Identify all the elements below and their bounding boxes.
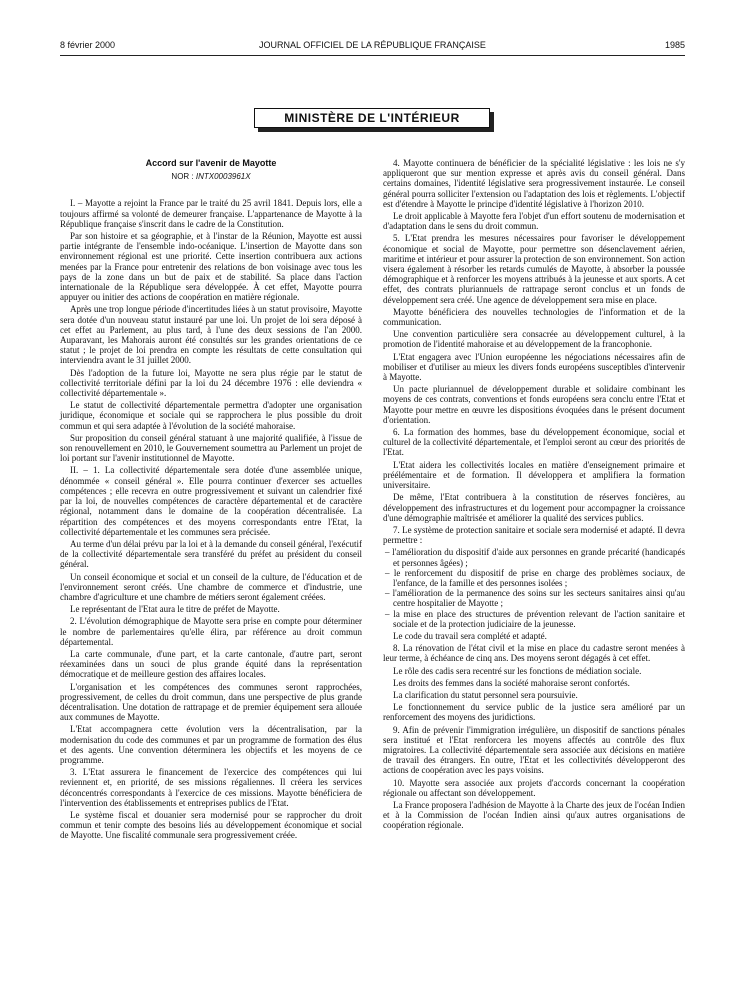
paragraph: L'Etat aidera les collectivités locales en matière d'enseignement primaire et préélémentaire et de formation. Il développera et amplifiera la formation universitaire.	[383, 459, 685, 491]
paragraph: L'organisation et les compétences des communes seront rapprochées, progressivement, de celles du droit commun, dans une perspective de plus grande décentralisation. Une dotation de rattrapage et de premier équipement sera allouée aux communes de Mayotte.	[60, 681, 362, 723]
paragraph: Le fonctionnement du service public de la justice sera amélioré par un renforcement des moyens des juridictions.	[383, 702, 685, 723]
list-item: – le renforcement du dispositif de prise en charge des problèmes sociaux, de l'enfance, de la famille et des personnes isolées ;	[385, 567, 685, 588]
paragraph: Sur proposition du conseil général statuant à une majorité qualifiée, à l'issue de son renouvellement en 2010, le Gouvernement soumettra au Parlement un projet de loi portant sur l'avenir institutionnel de Mayotte.	[60, 432, 362, 464]
paragraph: 10. Mayotte sera associée aux projets d'accords concernant la coopération régionale ou affectant son développement.	[383, 777, 685, 798]
paragraph: I. – Mayotte a rejoint la France par le traité du 25 avril 1841. Depuis lors, elle a toujours affirmé sa volonté de demeurer française. L'appartenance de Mayotte à la République française s'inscrit dans le cadre de la Constitution.	[60, 198, 362, 229]
header-page-number: 1985	[664, 40, 685, 50]
paragraph: Par son histoire et sa géographie, et à l'instar de la Réunion, Mayotte est aussi partie intégrante de l'ensemble indo-océanique. L'insertion de Mayotte dans son environnement régional est une priorité. Cette insertion contribuera aux actions menées par la France pour entretenir des relations de bon voisinage avec tous les pays de la zone dans un but de paix et de stabilité. Sa place dans l'action internationale de la République sera développée. À cet effet, Mayotte pourra appuyer ou initier des actions de coopération en matière régionale.	[60, 231, 362, 303]
paragraph: La clarification du statut personnel sera poursuivie.	[393, 689, 578, 700]
paragraph: Le système fiscal et douanier sera modernisé pour se rapprocher du droit commun et tenir compte des besoins liés au développement économique et social de Mayotte. Une fiscalité communale sera progressivement créée.	[60, 809, 362, 841]
paragraph: Dès l'adoption de la future loi, Mayotte ne sera plus régie par le statut de collectivité territoriale défini par la loi du 24 décembre 1976 : elle deviendra « collectivité départementale ».	[60, 367, 362, 399]
paragraph: Après une trop longue période d'incertitudes liées à un statut provisoire, Mayotte sera dotée d'un nouveau statut instauré par une loi. Un projet de loi sera déposé à cet effet au Parlement, au plus tard, à l'une des deux sessions de l'an 2000. Auparavant, les Mahorais auront été consultés sur les grandes orientations de ce statut ; le projet de loi prendra en compte les résultats de cette consultation qui interviendra avant le 31 juillet 2000.	[60, 304, 362, 366]
protection-measures-list	[383, 547, 685, 629]
paragraph: La France proposera l'adhésion de Mayotte à la Charte des jeux de l'océan Indien et à la Commission de l'océan Indien ainsi qu'aux autres organisations de coopération régionale.	[383, 799, 685, 831]
nor-code: INTX0003961X	[195, 172, 251, 182]
ministry-banner	[254, 108, 494, 132]
paragraph: 8. La rénovation de l'état civil et la mise en place du cadastre seront menées à leur terme, à échéance de cinq ans. Des moyens seront dégagés à cet effet.	[383, 643, 685, 664]
paragraph: 5. L'Etat prendra les mesures nécessaires pour favoriser le développement économique et social de Mayotte, pour permettre son désenclavement aérien, maritime et intérieur et pour assurer la protection de son environnement. Son action visera également à résorber les retards cumulés de Mayotte, à absorber la poussée démographique et à renforcer les moyens attribués à la jeunesse et aux sports. A cet effet, des contrats pluriannuels de rattrapage seront conclus et un fonds de développement sera créé. Une agence de développement sera mise en place.	[383, 233, 685, 305]
paragraph: Le statut de collectivité départementale permettra d'adopter une organisation juridique, économique et sociale qui se rapprochera le plus possible du droit commun et qui sera adaptée à l'évolution de la société mahoraise.	[60, 400, 362, 431]
paragraph: Un pacte pluriannuel de développement durable et solidaire combinant les moyens de ces contrats, conventions et fonds européens sera conclu entre l'Etat et Mayotte pour mettre en œuvre les dispositions évoquées dans le présent document d'orientation.	[383, 384, 685, 425]
ministry-title: MINISTÈRE DE L'INTÉRIEUR	[254, 108, 490, 128]
paragraph: Le code du travail sera complété et adapté.	[393, 630, 547, 641]
paragraph: II. – 1. La collectivité départementale sera dotée d'une assemblée unique, dénommée « conseil général ». Elle pourra continuer d'exercer ses actuelles compétences ; elle recevra en outre progressivement et suivant un calendrier fixé par la loi, de nouvelles compétences de caractère départemental et de caractère régional, notamment dans le domaine de la coopération décentralisée. La répartition des compétences et des moyens correspondants entre l'Etat, la collectivité départementale et les communes sera précisée.	[60, 465, 362, 537]
header-rule	[60, 55, 685, 56]
right-column	[383, 158, 685, 833]
document-title: Accord sur l'avenir de Mayotte	[145, 158, 277, 168]
paragraph: 6. La formation des hommes, base du développement économique, social et culturel de la collectivité départementale, et l'emploi seront au cœur des priorités de l'Etat.	[383, 427, 685, 458]
paragraph: 7. Le système de protection sanitaire et sociale sera modernisé et adapté. Il devra permettre :	[383, 524, 685, 546]
paragraph: Le représentant de l'Etat aura le titre de préfet de Mayotte.	[70, 604, 280, 615]
paragraph: Le droit applicable à Mayotte fera l'objet d'un effort soutenu de modernisation et d'adaptation dans le sens du droit commun.	[383, 211, 685, 232]
nor-reference	[60, 172, 362, 182]
paragraph: La carte communale, d'une part, et la carte cantonale, d'autre part, seront réexaminées dans un souci de plus grande équité dans la représentation démocratique et de meilleure gestion des affaires locales.	[60, 648, 362, 680]
paragraph: 2. L'évolution démographique de Mayotte sera prise en compte pour déterminer le nombre de parlementaires qu'elle élira, par référence au droit commun départemental.	[60, 616, 362, 647]
page-header	[60, 40, 685, 54]
list-item: – l'amélioration de la permanence des soins sur les secteurs sanitaires ainsi qu'au centre hospitalier de Mayotte ;	[385, 588, 685, 609]
paragraph: 3. L'Etat assurera le financement de l'exercice des compétences qui lui reviennent et, en priorité, de ses missions régaliennes. Il créera les services déconcentrés correspondants à l'exercice de ces missions. Mayotte bénéficiera de l'intervention des établissements et entreprises publics de l'Etat.	[60, 767, 362, 808]
paragraph: Un conseil économique et social et un conseil de la culture, de l'éducation et de l'environnement seront créés. Une chambre de commerce et d'industrie, une chambre d'agriculture et une chambre de métiers seront également créées.	[60, 571, 362, 602]
paragraph: Le rôle des cadis sera recentré sur les fonctions de médiation sociale.	[393, 665, 642, 676]
paragraph: 4. Mayotte continuera de bénéficier de la spécialité législative : les lois ne s'y appliqueront que sur mention expresse et après avis du conseil général. Dans certains domaines, l'identité législative sera progressivement instaurée. Le conseil général pourra solliciter l'extension ou l'adaptation des lois et règlements. L'objectif est d'étendre à Mayotte le principe d'identité législative à l'horizon 2010.	[383, 158, 685, 209]
paragraph: Mayotte bénéficiera des nouvelles technologies de l'information et de la communication.	[383, 306, 685, 328]
list-item: – la mise en place des structures de prévention relevant de l'action sanitaire et sociale et de la protection judiciaire de la jeunesse.	[385, 608, 685, 629]
nor-label: NOR :	[171, 172, 196, 182]
paragraph: 9. Afin de prévenir l'immigration irrégulière, un dispositif de sanctions pénales sera institué et l'Etat renforcera les moyens affectés au contrôle des flux migratoires. La collectivité départementale sera associée aux décisions en matière de travail des étrangers. En outre, l'Etat et les collectivités développeront des actions de coopération avec les pays voisins.	[383, 724, 685, 776]
left-column	[60, 158, 362, 843]
paragraph: Au terme d'un délai prévu par la loi et à la demande du conseil général, l'exécutif de la collectivité départementale sera transféré du préfet au président du conseil général.	[60, 538, 362, 570]
paragraph: Une convention particulière sera consacrée au développement culturel, à la promotion de l'identité mahoraise et au développement de la francophonie.	[383, 329, 685, 350]
paragraph: L'Etat accompagnera cette évolution vers la décentralisation, par la modernisation du code des communes et par un programme de formation des élus et des agents. Une convention déterminera les objectifs et les moyens de ce programme.	[60, 724, 362, 765]
header-date: 8 février 2000	[60, 40, 116, 50]
paragraph: L'Etat engagera avec l'Union européenne les négociations nécessaires afin de mobiliser et d'utiliser au mieux les divers fonds européens susceptibles d'intervenir à Mayotte.	[383, 351, 685, 383]
list-item: – l'amélioration du dispositif d'aide aux personnes en grande précarité (handicapés et personnes âgées) ;	[385, 547, 685, 568]
header-journal-title: JOURNAL OFFICIEL DE LA RÉPUBLIQUE FRANÇAISE	[259, 40, 486, 50]
paragraph: De même, l'Etat contribuera à la constitution de réserves foncières, au développement des infrastructures et du logement pour accompagner la croissance d'une démographie maîtrisée et améliorer la qualité des services publics.	[383, 492, 685, 523]
paragraph: Les droits des femmes dans la société mahoraise seront confortés.	[393, 677, 630, 688]
